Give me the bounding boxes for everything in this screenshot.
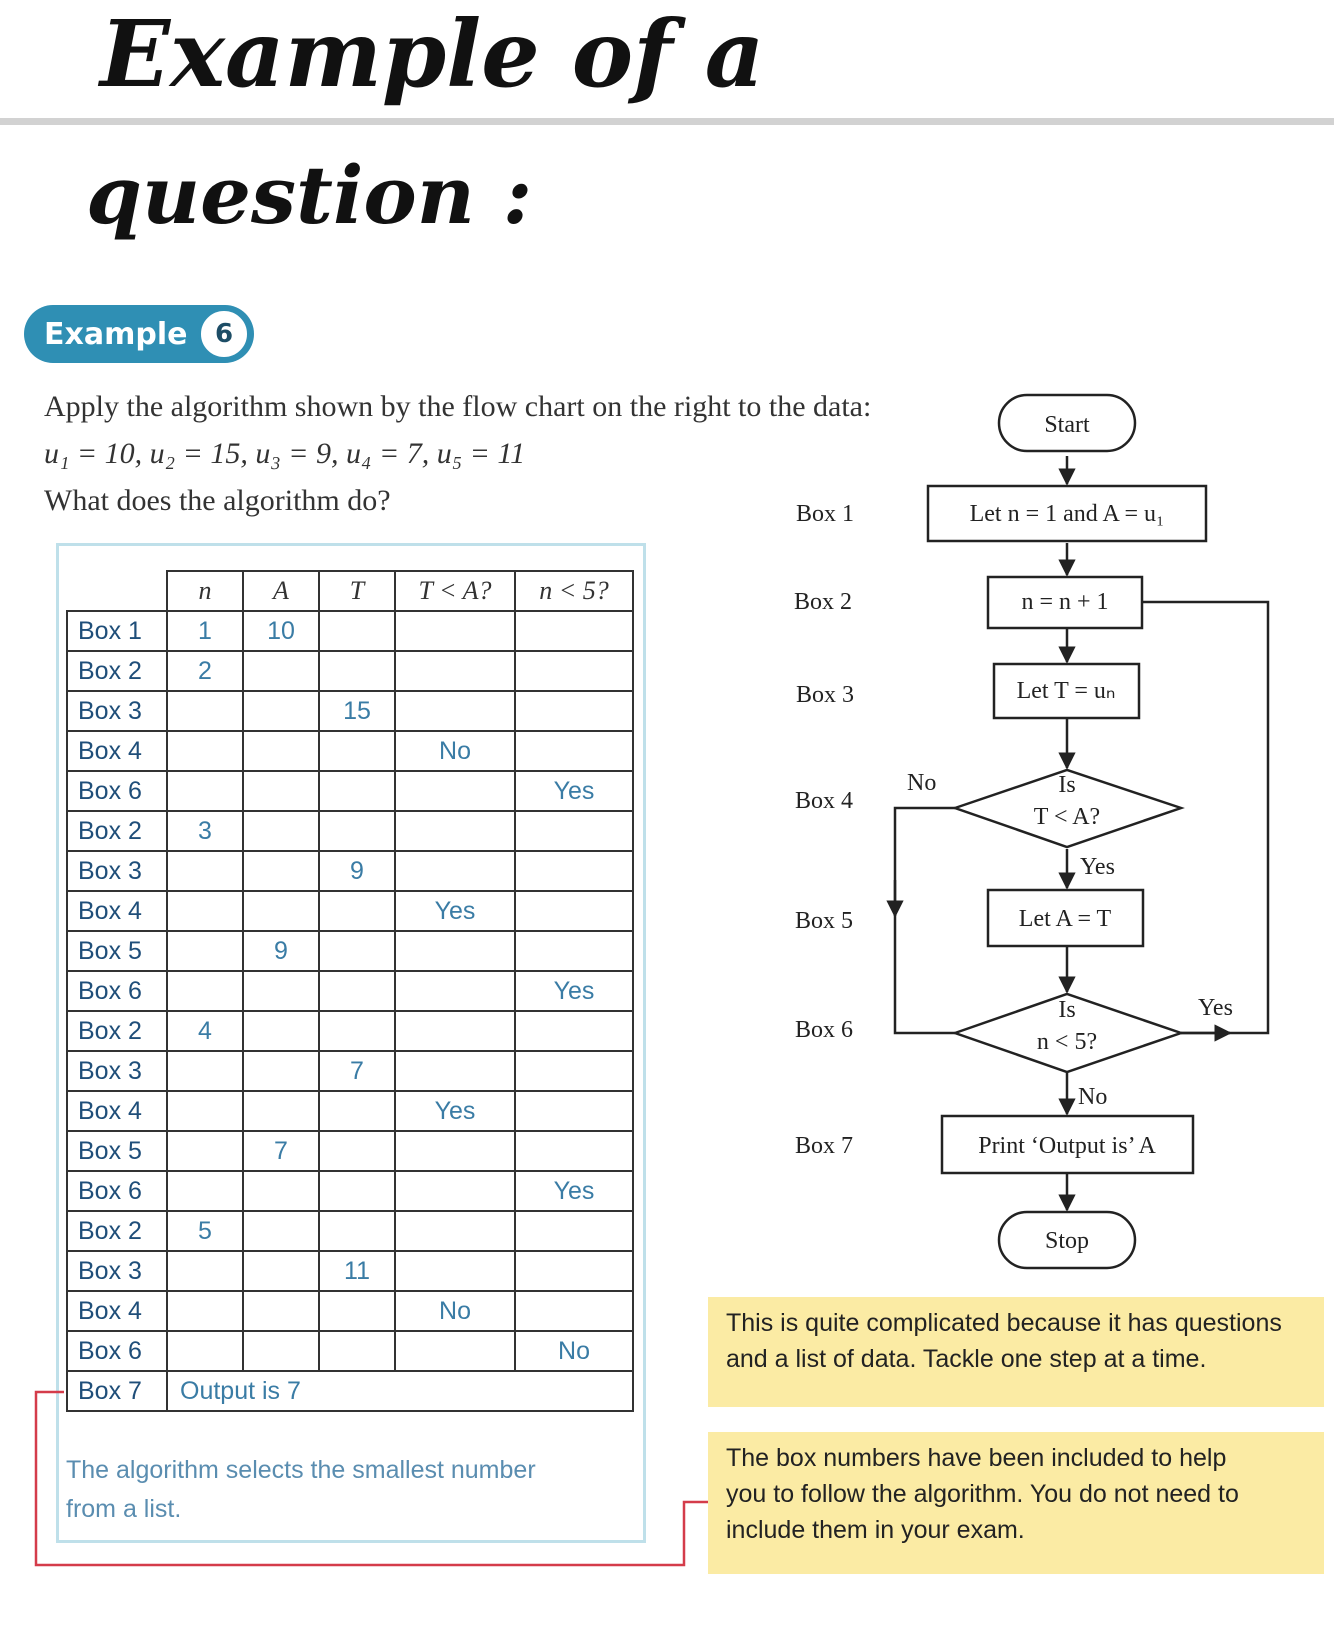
row-label: Box 4: [67, 891, 167, 931]
row-label: Box 3: [67, 691, 167, 731]
flow-box-5-text: Let A = T: [1018, 906, 1112, 932]
conclusion-line-2: from a list.: [66, 1495, 182, 1523]
box-label-2: Box 2: [794, 589, 853, 615]
header-n: n: [167, 571, 243, 611]
box-label-3: Box 3: [796, 682, 855, 708]
row-label: Box 1: [67, 611, 167, 651]
header-t: T: [319, 571, 395, 611]
row-label: Box 6: [67, 971, 167, 1011]
start-label: Start: [1044, 412, 1090, 438]
flow-box-1-text: Let n = 1 and A = u₁: [969, 501, 1165, 527]
cell-tla: Yes: [395, 1091, 515, 1131]
tip-note-2-line-3: include them in your exam.: [726, 1516, 1025, 1544]
header-t-less-a: T < A?: [395, 571, 515, 611]
row-label: Box 6: [67, 1331, 167, 1371]
row-label: Box 6: [67, 771, 167, 811]
flow-box-3-text: Let T = uₙ: [1016, 678, 1116, 704]
flow-decision-4-line1: Is: [1058, 772, 1076, 798]
cell-T: 7: [319, 1051, 395, 1091]
handwritten-subtitle: question :: [86, 148, 533, 242]
cell-n: 3: [167, 811, 243, 851]
row-label: Box 4: [67, 1291, 167, 1331]
cell-n: 2: [167, 651, 243, 691]
output-cell: Output is 7: [167, 1371, 633, 1411]
tip-note-complicated: [708, 1297, 1324, 1407]
row-label: Box 4: [67, 1091, 167, 1131]
flow-decision-4-line2: T < A?: [1033, 804, 1101, 830]
row-label: Box 6: [67, 1171, 167, 1211]
row-label: Box 7: [67, 1371, 167, 1411]
header-n-less-5: n < 5?: [515, 571, 633, 611]
stop-label: Stop: [1044, 1228, 1090, 1254]
decision-4-no-label: No: [907, 770, 937, 796]
question-line-1: Apply the algorithm shown by the flow chart on the right to the data:: [44, 390, 872, 423]
question-line-3: What does the algorithm do?: [44, 484, 391, 517]
box-label-4: Box 4: [795, 788, 854, 814]
cell-nl5: Yes: [515, 1171, 633, 1211]
row-label: Box 4: [67, 731, 167, 771]
cell-A: 7: [243, 1131, 319, 1171]
cell-nl5: Yes: [515, 771, 633, 811]
cell-T: 9: [319, 851, 395, 891]
cell-tla: No: [395, 1291, 515, 1331]
box-label-1: Box 1: [796, 501, 855, 527]
decision-6-no-label: No: [1078, 1084, 1108, 1110]
row-label: Box 2: [67, 811, 167, 851]
box-label-7: Box 7: [795, 1133, 854, 1159]
row-label: Box 3: [67, 1251, 167, 1291]
cell-tla: Yes: [395, 891, 515, 931]
cell-n: 4: [167, 1011, 243, 1051]
row-label: Box 2: [67, 1011, 167, 1051]
row-label: Box 5: [67, 931, 167, 971]
flow-decision-6-line1: Is: [1058, 997, 1076, 1023]
cell-n: 5: [167, 1211, 243, 1251]
tip-note-box-numbers: [708, 1432, 1324, 1574]
tip-note-1-line-1: This is quite complicated because it has questions: [726, 1309, 1282, 1337]
box-label-6: Box 6: [795, 1017, 854, 1043]
row-label: Box 2: [67, 651, 167, 691]
example-badge-label: Example: [44, 316, 188, 352]
conclusion-line-1: The algorithm selects the smallest number: [66, 1456, 536, 1484]
flow-decision-6-line2: n < 5?: [1036, 1029, 1098, 1055]
tip-note-2-line-1: The box numbers have been included to help: [726, 1444, 1227, 1472]
decision-6-yes-label: Yes: [1198, 995, 1233, 1021]
handwritten-title: Example of a: [100, 0, 765, 108]
row-label: Box 3: [67, 851, 167, 891]
cell-nl5: Yes: [515, 971, 633, 1011]
row-label: Box 3: [67, 1051, 167, 1091]
cell-tla: No: [395, 731, 515, 771]
tip-note-1-line-2: and a list of data. Tackle one step at a time.: [726, 1345, 1207, 1373]
tip-note-2-line-2: you to follow the algorithm. You do not need to: [726, 1480, 1239, 1508]
flow-box-2-text: n = n + 1: [1021, 589, 1109, 615]
cell-A: 9: [243, 931, 319, 971]
row-label: Box 5: [67, 1131, 167, 1171]
flow-box-7-text: Print ‘Output is’ A: [978, 1133, 1156, 1159]
cell-A: 10: [243, 611, 319, 651]
cell-n: 1: [167, 611, 243, 651]
cell-T: 11: [319, 1251, 395, 1291]
header-a: A: [243, 571, 319, 611]
cell-nl5: No: [515, 1331, 633, 1371]
cell-T: 15: [319, 691, 395, 731]
row-label: Box 2: [67, 1211, 167, 1251]
question-data: u₁ = 10, u₂ = 15, u₃ = 9, u₄ = 7, u₅ = 11: [44, 437, 526, 470]
box-label-5: Box 5: [795, 908, 854, 934]
decision-4-yes-label: Yes: [1080, 854, 1115, 880]
example-badge-number: 6: [198, 308, 250, 360]
